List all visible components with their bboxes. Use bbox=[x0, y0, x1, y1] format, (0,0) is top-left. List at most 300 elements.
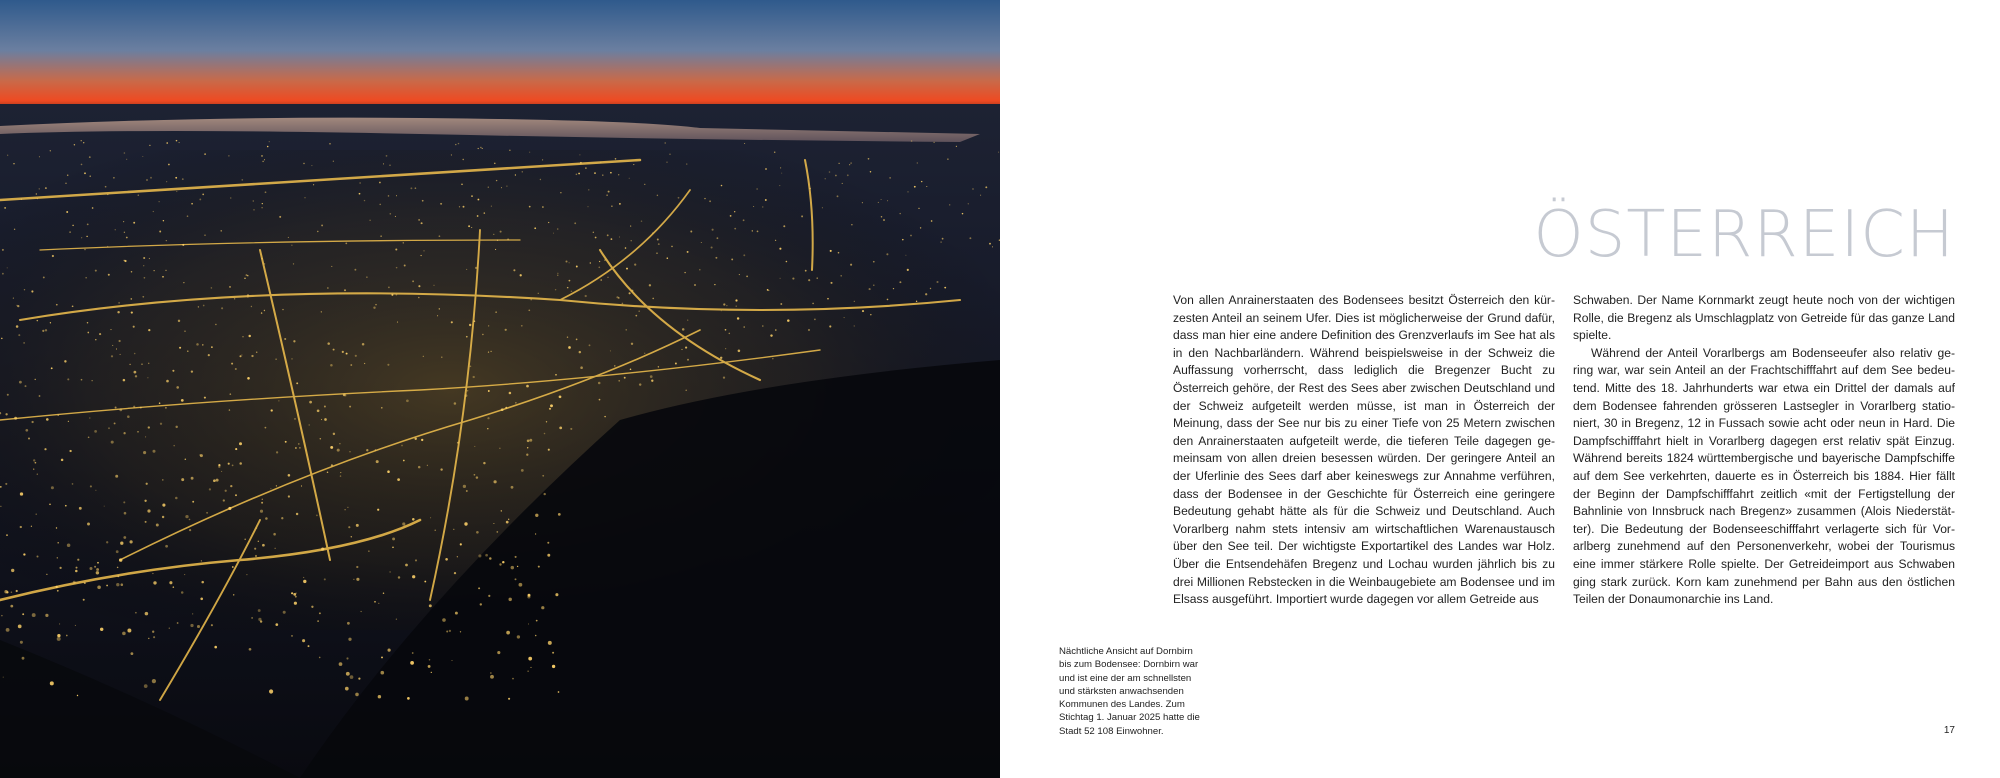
city-light-dot bbox=[291, 245, 292, 246]
city-light-dot bbox=[313, 184, 314, 185]
city-light-dot bbox=[678, 197, 680, 199]
city-light-dot bbox=[471, 227, 472, 228]
city-light-dot bbox=[454, 402, 457, 405]
city-light-dot bbox=[687, 251, 689, 253]
city-light-dot bbox=[182, 244, 184, 246]
city-light-dot bbox=[669, 154, 670, 155]
city-light-dot bbox=[651, 380, 653, 382]
city-light-dot bbox=[550, 404, 553, 407]
city-light-dot bbox=[453, 529, 454, 530]
city-light-dot bbox=[604, 259, 606, 261]
city-light-dot bbox=[181, 399, 184, 402]
city-light-dot bbox=[649, 284, 651, 286]
city-light-dot bbox=[521, 325, 523, 327]
city-light-dot bbox=[397, 478, 400, 481]
city-light-dot bbox=[736, 306, 737, 307]
city-light-dot bbox=[559, 395, 562, 398]
city-light-dot bbox=[638, 310, 640, 312]
city-light-dot bbox=[69, 450, 71, 452]
city-light-dot bbox=[56, 304, 58, 306]
city-light-dot bbox=[324, 418, 327, 421]
city-light-dot bbox=[113, 177, 115, 179]
city-light-dot bbox=[395, 248, 397, 250]
city-light-dot bbox=[380, 235, 381, 236]
city-light-dot bbox=[462, 159, 463, 160]
city-light-dot bbox=[729, 333, 731, 335]
city-light-dot bbox=[175, 426, 177, 428]
city-light-dot bbox=[6, 591, 8, 593]
city-light-dot bbox=[430, 517, 431, 518]
city-light-dot bbox=[838, 252, 840, 254]
city-light-dot bbox=[209, 488, 211, 490]
city-light-dot bbox=[251, 306, 252, 307]
city-light-dot bbox=[317, 231, 318, 232]
city-light-dot bbox=[521, 469, 524, 472]
city-light-dot bbox=[247, 294, 249, 296]
city-light-dot bbox=[276, 485, 277, 486]
city-light-dot bbox=[699, 269, 701, 271]
city-light-dot bbox=[46, 574, 47, 575]
city-light-dot bbox=[501, 510, 502, 511]
city-light-dot bbox=[631, 290, 633, 292]
city-light-dot bbox=[468, 225, 470, 227]
city-light-dot bbox=[281, 517, 283, 519]
city-light-dot bbox=[405, 564, 408, 567]
city-light-dot bbox=[595, 237, 597, 239]
city-light-dot bbox=[780, 303, 782, 305]
city-light-dot bbox=[476, 531, 479, 534]
city-light-dot bbox=[248, 335, 250, 337]
city-light-dot bbox=[383, 593, 384, 594]
city-light-dot bbox=[94, 566, 96, 568]
city-light-dot bbox=[50, 150, 51, 151]
city-light-dot bbox=[350, 675, 354, 679]
city-light-dot bbox=[267, 146, 269, 148]
city-light-dot bbox=[319, 657, 321, 659]
city-light-dot bbox=[576, 339, 578, 341]
city-light-dot bbox=[457, 442, 459, 444]
city-light-dot bbox=[130, 298, 132, 300]
city-light-dot bbox=[75, 570, 78, 573]
city-light-dot bbox=[723, 376, 725, 378]
city-light-dot bbox=[558, 691, 560, 693]
city-light-dot bbox=[106, 585, 108, 587]
city-light-dot bbox=[339, 662, 343, 666]
city-light-dot bbox=[24, 289, 25, 290]
city-light-dot bbox=[962, 213, 964, 215]
city-light-dot bbox=[148, 363, 149, 364]
city-light-dot bbox=[44, 448, 46, 450]
city-light-dot bbox=[154, 270, 155, 271]
city-light-dot bbox=[320, 438, 321, 439]
city-light-dot bbox=[330, 364, 333, 367]
city-light-dot bbox=[868, 158, 870, 160]
city-light-dot bbox=[283, 611, 286, 614]
city-light-dot bbox=[762, 206, 763, 207]
city-light-dot bbox=[349, 451, 350, 452]
city-light-dot bbox=[211, 346, 213, 348]
city-light-dot bbox=[423, 356, 424, 357]
city-light-dot bbox=[191, 370, 193, 372]
city-light-dot bbox=[239, 462, 242, 465]
body-column-right bbox=[1573, 292, 1955, 609]
city-light-dot bbox=[526, 454, 528, 456]
city-light-dot bbox=[440, 468, 442, 470]
city-light-dot bbox=[225, 490, 227, 492]
city-light-dot bbox=[910, 235, 912, 237]
city-light-dot bbox=[446, 631, 448, 633]
city-light-dot bbox=[90, 176, 91, 177]
city-light-dot bbox=[133, 222, 135, 224]
city-light-dot bbox=[77, 695, 78, 696]
city-light-dot bbox=[83, 599, 85, 601]
city-light-dot bbox=[346, 353, 348, 355]
city-light-dot bbox=[515, 556, 517, 558]
city-light-dot bbox=[515, 174, 516, 175]
city-light-dot bbox=[969, 237, 971, 239]
city-light-dot bbox=[827, 298, 829, 300]
city-light-dot bbox=[308, 645, 310, 647]
city-light-dot bbox=[347, 507, 348, 508]
city-light-dot bbox=[356, 566, 358, 568]
city-light-dot bbox=[169, 628, 170, 629]
city-light-dot bbox=[656, 252, 658, 254]
city-light-dot bbox=[123, 221, 124, 222]
city-light-dot bbox=[221, 471, 222, 472]
city-light-dot bbox=[3, 677, 4, 678]
city-light-dot bbox=[548, 449, 550, 451]
city-light-dot bbox=[842, 183, 843, 184]
city-light-dot bbox=[709, 200, 711, 202]
city-light-dot bbox=[589, 344, 591, 346]
city-light-dot bbox=[395, 216, 396, 217]
city-light-dot bbox=[600, 162, 601, 163]
city-light-dot bbox=[505, 329, 507, 331]
city-light-dot bbox=[19, 381, 22, 384]
city-light-dot bbox=[779, 185, 780, 186]
city-light-dot bbox=[746, 276, 748, 278]
city-light-dot bbox=[45, 329, 47, 331]
city-light-dot bbox=[415, 187, 417, 189]
city-light-dot bbox=[611, 238, 613, 240]
city-light-dot bbox=[327, 287, 328, 288]
city-light-dot bbox=[626, 329, 627, 330]
city-light-dot bbox=[95, 490, 96, 491]
city-light-dot bbox=[153, 211, 154, 212]
city-light-dot bbox=[168, 164, 170, 166]
city-light-dot bbox=[79, 507, 82, 510]
city-light-dot bbox=[529, 206, 531, 208]
city-light-dot bbox=[89, 567, 92, 570]
city-light-dot bbox=[191, 477, 194, 480]
city-light-dot bbox=[529, 439, 532, 442]
city-light-dot bbox=[11, 591, 13, 593]
city-light-dot bbox=[13, 298, 14, 299]
city-light-dot bbox=[206, 512, 208, 514]
city-light-dot bbox=[123, 260, 124, 261]
city-light-dot bbox=[873, 261, 875, 263]
city-light-dot bbox=[355, 355, 357, 357]
city-light-dot bbox=[241, 354, 242, 355]
city-light-dot bbox=[77, 559, 79, 561]
city-light-dot bbox=[364, 363, 365, 364]
city-light-dot bbox=[527, 671, 528, 672]
city-light-dot bbox=[234, 298, 236, 300]
city-light-dot bbox=[350, 364, 352, 366]
city-light-dot bbox=[295, 447, 297, 449]
city-light-dot bbox=[440, 203, 442, 205]
city-light-dot bbox=[598, 266, 600, 268]
city-light-dot bbox=[568, 346, 571, 349]
city-light-dot bbox=[463, 206, 465, 208]
city-light-dot bbox=[121, 583, 124, 586]
city-light-dot bbox=[723, 303, 725, 305]
city-light-dot bbox=[261, 155, 263, 157]
city-light-dot bbox=[560, 192, 561, 193]
city-light-dot bbox=[743, 254, 745, 256]
city-light-dot bbox=[716, 237, 718, 239]
city-light-dot bbox=[569, 262, 570, 263]
city-light-dot bbox=[480, 603, 482, 605]
city-light-dot bbox=[555, 289, 556, 290]
city-light-dot bbox=[241, 179, 243, 181]
city-light-dot bbox=[644, 184, 645, 185]
city-light-dot bbox=[153, 581, 156, 584]
city-light-dot bbox=[84, 582, 86, 584]
city-light-dot bbox=[844, 317, 845, 318]
city-light-dot bbox=[484, 212, 485, 213]
city-light-dot bbox=[165, 270, 166, 271]
city-light-dot bbox=[460, 543, 462, 545]
city-light-dot bbox=[182, 178, 184, 180]
city-light-dot bbox=[451, 321, 453, 323]
city-light-dot bbox=[204, 153, 206, 155]
city-light-dot bbox=[501, 408, 504, 411]
city-light-dot bbox=[383, 163, 384, 164]
city-light-dot bbox=[337, 449, 340, 452]
city-light-dot bbox=[396, 195, 397, 196]
city-light-dot bbox=[256, 528, 257, 529]
city-light-dot bbox=[191, 203, 193, 205]
city-light-dot bbox=[694, 284, 696, 286]
city-light-dot bbox=[149, 145, 150, 146]
city-light-dot bbox=[850, 162, 851, 163]
city-light-dot bbox=[20, 641, 23, 644]
city-light-dot bbox=[232, 566, 234, 568]
city-light-dot bbox=[639, 383, 641, 385]
body-paragraph: Von allen Anrainerstaaten des Bodensees besitzt Österreich den kürzesten Anteil an seinem Ufer. Dies ist möglicherweise der Grund dafür, dass man hier eine andere Definition des Grenzverlaufs im See hat als in den Nachbarländern. Während beispielsweise in der Schweiz die Auffassung vorherrscht, dass lediglich die Bregenzer Bucht zu Österreich gehöre, der Rest des Sees aber zwischen Deutschland und der Schweiz aufgeteilt werden müsse, ist man in Österreich der Meinung, dass der See nur bis zu einer Tiefe von 25 Metern zwischen den Anrainerstaaten aufgeteilt werde, die tieferen Teile dagegen gemeinsam von allen dreien besessen würden. Der geringere Anteil an der Uferlinie des Sees darf aber keineswegs zur Annahme verführen, dass der Bodensee in der Geschichte für Österreich eine geringere Bedeutung gehabt hätte als für die Schweiz und Deutschland. Auch Vorarlberg nahm stets intensiv am wirtschaftlichen Warenaustausch über den See teil. Der wichtigste Exportartikel des Landes war Holz. Über die Entsendehäfen Bregenz und Lochau wurden jährlich bis zu drei Millionen Rebstecken in die Weinbaugebiete am Bodensee und im Elsass ausgeführt. Importiert wurde dagegen vor allem Getreide aus bbox=[1173, 293, 1555, 607]
city-light-dot bbox=[23, 342, 25, 344]
city-light-dot bbox=[311, 606, 313, 608]
city-light-dot bbox=[421, 439, 423, 441]
city-light-dot bbox=[94, 430, 97, 433]
city-light-dot bbox=[311, 165, 312, 166]
city-light-dot bbox=[159, 231, 161, 233]
city-light-dot bbox=[230, 197, 231, 198]
city-light-dot bbox=[10, 605, 13, 608]
city-light-dot bbox=[104, 506, 105, 507]
city-light-dot bbox=[276, 451, 278, 453]
city-light-dot bbox=[35, 379, 36, 380]
city-light-dot bbox=[221, 230, 222, 231]
city-light-dot bbox=[57, 637, 61, 641]
city-light-dot bbox=[22, 613, 24, 615]
city-light-dot bbox=[321, 224, 323, 226]
city-light-dot bbox=[229, 286, 231, 288]
city-light-dot bbox=[42, 330, 44, 332]
city-light-dot bbox=[120, 542, 123, 545]
city-light-dot bbox=[585, 167, 586, 168]
city-light-dot bbox=[610, 172, 612, 174]
city-light-dot bbox=[179, 142, 180, 143]
city-light-dot bbox=[527, 595, 530, 598]
city-light-dot bbox=[295, 596, 297, 598]
city-light-dot bbox=[610, 350, 611, 351]
city-light-dot bbox=[14, 229, 15, 230]
city-light-dot bbox=[262, 161, 264, 163]
city-light-dot bbox=[377, 509, 379, 511]
city-light-dot bbox=[344, 289, 346, 291]
city-light-dot bbox=[809, 188, 810, 189]
city-light-dot bbox=[364, 200, 365, 201]
city-light-dot bbox=[45, 187, 47, 189]
city-light-dot bbox=[949, 204, 950, 205]
city-light-dot bbox=[625, 247, 627, 249]
city-light-dot bbox=[20, 526, 22, 528]
city-light-dot bbox=[185, 515, 188, 518]
city-light-dot bbox=[176, 386, 179, 389]
city-light-dot bbox=[487, 417, 489, 419]
city-light-dot bbox=[490, 351, 491, 352]
city-light-dot bbox=[39, 395, 41, 397]
city-light-dot bbox=[478, 148, 479, 149]
city-light-dot bbox=[414, 438, 416, 440]
city-light-dot bbox=[115, 229, 116, 230]
city-light-dot bbox=[388, 195, 390, 197]
city-light-dot bbox=[743, 219, 745, 221]
city-light-dot bbox=[107, 246, 108, 247]
city-light-dot bbox=[671, 246, 673, 248]
city-light-dot bbox=[162, 516, 164, 518]
city-light-dot bbox=[429, 659, 431, 661]
city-light-dot bbox=[87, 523, 90, 526]
city-light-dot bbox=[33, 459, 35, 461]
city-light-dot bbox=[488, 325, 489, 326]
city-light-dot bbox=[837, 195, 839, 197]
city-light-dot bbox=[624, 377, 626, 379]
city-light-dot bbox=[870, 171, 871, 172]
city-light-dot bbox=[126, 159, 127, 160]
city-light-dot bbox=[159, 402, 161, 404]
city-light-dot bbox=[351, 536, 352, 537]
city-light-dot bbox=[482, 148, 483, 149]
city-light-dot bbox=[493, 234, 494, 235]
city-light-dot bbox=[940, 241, 941, 242]
city-light-dot bbox=[13, 163, 14, 164]
city-light-dot bbox=[433, 285, 434, 286]
city-light-dot bbox=[787, 319, 790, 322]
city-light-dot bbox=[849, 164, 850, 165]
city-light-dot bbox=[46, 418, 49, 421]
city-light-dot bbox=[291, 358, 292, 359]
city-light-dot bbox=[25, 385, 27, 387]
city-light-dot bbox=[145, 612, 149, 616]
city-light-dot bbox=[956, 146, 957, 147]
city-light-dot bbox=[347, 622, 350, 625]
city-light-dot bbox=[611, 205, 612, 206]
city-light-dot bbox=[173, 586, 175, 588]
city-light-dot bbox=[406, 399, 409, 402]
city-light-dot bbox=[650, 375, 653, 378]
city-light-dot bbox=[214, 646, 217, 649]
city-light-dot bbox=[505, 407, 507, 409]
city-light-dot bbox=[753, 206, 754, 207]
city-light-dot bbox=[608, 191, 610, 193]
city-light-dot bbox=[165, 407, 167, 409]
city-light-dot bbox=[501, 187, 502, 188]
city-light-dot bbox=[6, 534, 8, 536]
city-light-dot bbox=[192, 613, 193, 614]
city-light-dot bbox=[228, 155, 229, 156]
city-light-dot bbox=[106, 541, 108, 543]
city-light-dot bbox=[376, 460, 379, 463]
city-light-dot bbox=[105, 186, 107, 188]
city-light-dot bbox=[204, 397, 206, 399]
city-light-dot bbox=[602, 174, 603, 175]
city-light-dot bbox=[920, 227, 921, 228]
city-light-dot bbox=[203, 305, 205, 307]
city-light-dot bbox=[143, 257, 145, 259]
city-light-dot bbox=[587, 206, 588, 207]
city-light-dot bbox=[786, 261, 788, 263]
city-light-dot bbox=[123, 536, 126, 539]
city-light-dot bbox=[451, 154, 452, 155]
city-light-dot bbox=[641, 220, 642, 221]
city-light-dot bbox=[81, 164, 83, 166]
city-light-dot bbox=[16, 325, 19, 328]
city-light-dot bbox=[578, 173, 580, 175]
city-light-dot bbox=[985, 186, 987, 188]
city-light-dot bbox=[4, 207, 6, 209]
city-light-dot bbox=[153, 450, 156, 453]
city-light-dot bbox=[119, 408, 122, 411]
city-light-dot bbox=[135, 375, 137, 377]
city-light-dot bbox=[830, 250, 832, 252]
city-light-dot bbox=[531, 667, 532, 668]
city-light-dot bbox=[437, 315, 438, 316]
city-light-dot bbox=[972, 188, 973, 189]
city-light-dot bbox=[980, 195, 981, 196]
city-light-dot bbox=[881, 216, 883, 218]
city-light-dot bbox=[711, 246, 713, 248]
city-light-dot bbox=[37, 198, 38, 199]
city-light-dot bbox=[116, 583, 119, 586]
city-light-dot bbox=[244, 539, 246, 541]
city-light-dot bbox=[557, 228, 559, 230]
city-light-dot bbox=[110, 329, 111, 330]
city-light-dot bbox=[509, 392, 512, 395]
city-light-dot bbox=[342, 351, 344, 353]
city-light-dot bbox=[470, 365, 472, 367]
city-light-dot bbox=[298, 443, 300, 445]
city-light-dot bbox=[89, 156, 91, 158]
city-light-dot bbox=[725, 329, 727, 331]
city-light-dot bbox=[293, 263, 294, 264]
city-light-dot bbox=[358, 678, 360, 680]
city-light-dot bbox=[107, 194, 108, 195]
city-light-dot bbox=[57, 542, 59, 544]
city-light-dot bbox=[439, 235, 441, 237]
